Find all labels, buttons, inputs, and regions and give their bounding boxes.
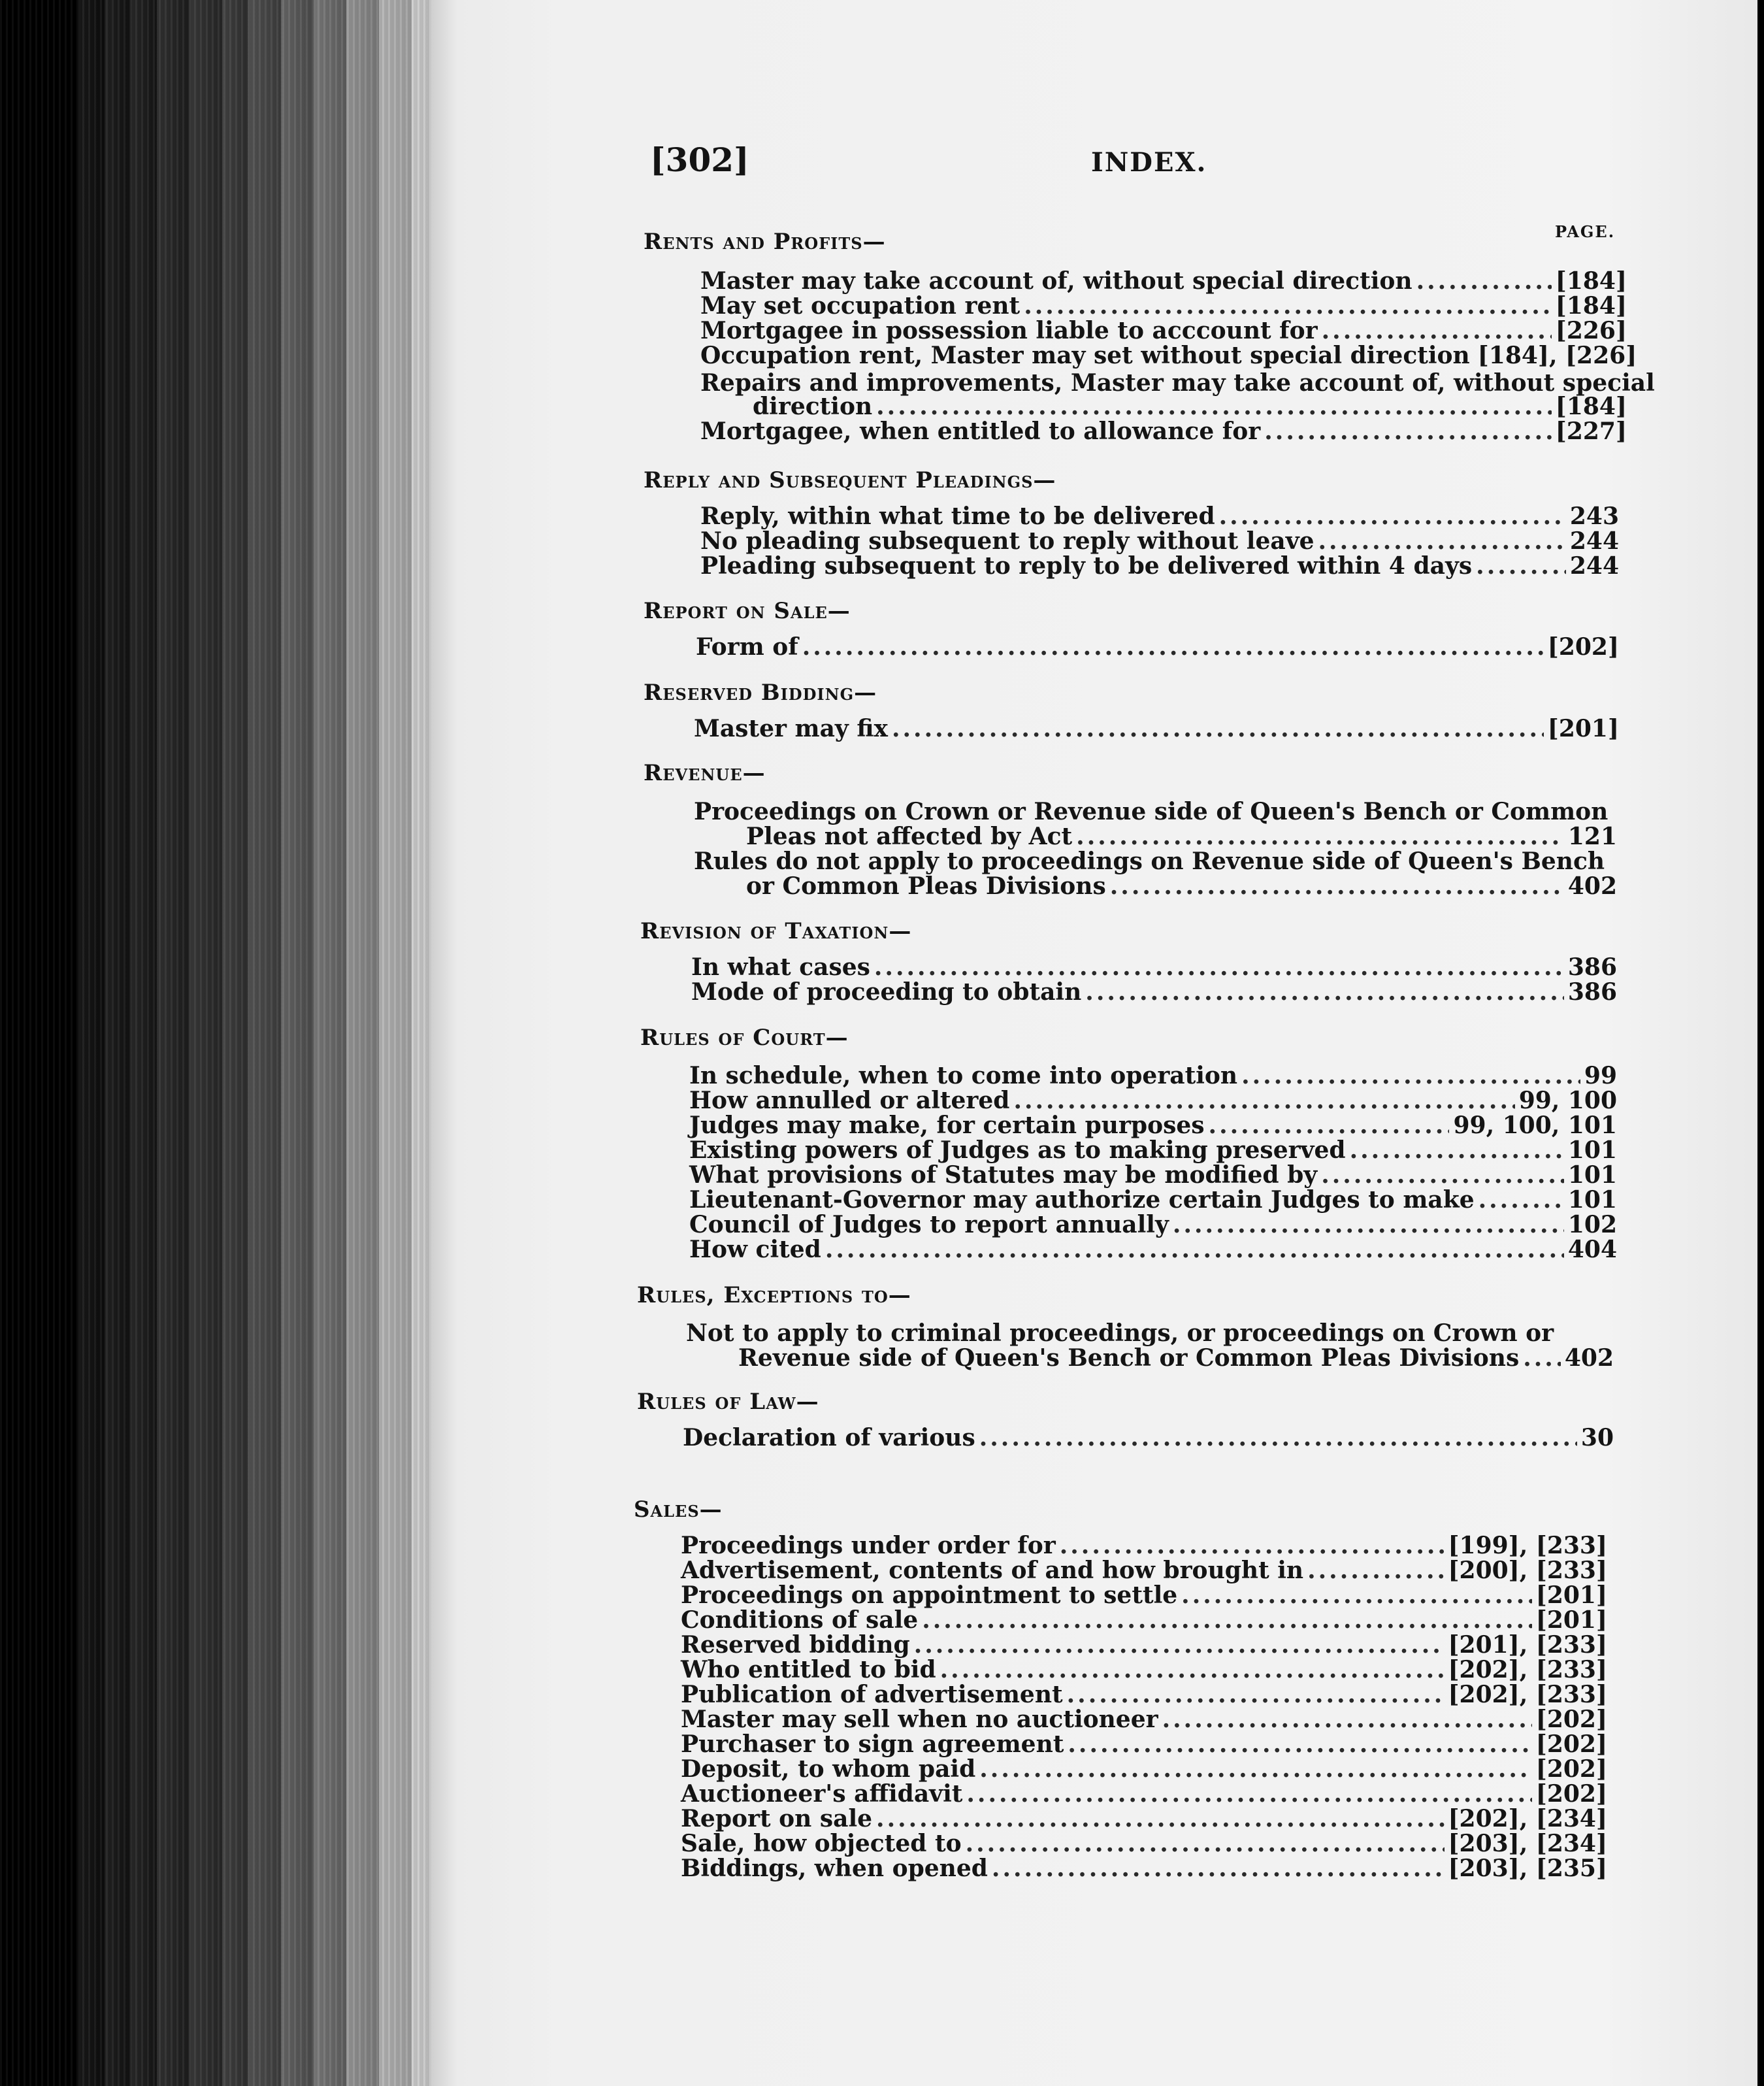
entry-text: In what cases — [691, 953, 870, 981]
entry-page-ref: 404 — [1567, 1236, 1617, 1263]
entry-text: Biddings, when opened — [681, 1855, 988, 1882]
entry-page-ref: [202], [233] — [1448, 1681, 1607, 1708]
index-entry — [681, 1806, 1607, 1832]
index-entry — [753, 393, 1627, 420]
dot-leader — [940, 1657, 1445, 1683]
entry-page-ref: [201] — [1535, 1581, 1607, 1609]
entry-text: Report on sale — [681, 1805, 873, 1832]
dot-leader — [1264, 418, 1552, 444]
entry-text: Advertisement, contents of and how brought in — [681, 1557, 1304, 1584]
index-entry — [689, 1187, 1617, 1213]
index-entry — [700, 268, 1627, 294]
entry-page-ref: 402 — [1564, 1344, 1614, 1372]
entry-text: Pleas not affected by Act — [746, 823, 1073, 850]
index-entry — [681, 1532, 1607, 1559]
index-entry — [681, 1855, 1607, 1881]
entry-page-ref: [184] — [1555, 267, 1627, 295]
entry-page-ref: [199], [233] — [1448, 1532, 1607, 1559]
entry-page-ref: [201] — [1547, 715, 1619, 742]
entry-text: In schedule, when to come into operation — [689, 1062, 1238, 1089]
index-entry — [681, 1830, 1607, 1857]
index-entry — [681, 1731, 1607, 1757]
index-entry — [689, 1162, 1617, 1188]
entry-page-ref: 102 — [1567, 1211, 1617, 1238]
dot-leader — [1024, 293, 1552, 319]
index-entry — [681, 1706, 1607, 1732]
entry-text: direction — [753, 393, 873, 420]
entry-text: How cited — [689, 1236, 821, 1263]
entry-page-ref: [184], [226] — [1477, 342, 1637, 369]
entry-text: or Common Pleas Divisions — [746, 872, 1106, 900]
dot-leader — [1181, 1582, 1532, 1608]
dot-leader — [1307, 1557, 1444, 1583]
page-column-label: PAGE. — [1555, 222, 1616, 241]
entry-text: Pleading subsequent to reply to be delivered within 4 days — [700, 552, 1473, 580]
entry-page-ref: [202] — [1535, 1755, 1607, 1783]
entry-page-ref: 30 — [1580, 1424, 1614, 1451]
entry-text: May set occupation rent — [700, 292, 1021, 320]
index-entry-line: Not to apply to criminal proceedings, or proceedings on Crown or — [686, 1319, 1554, 1347]
section-heading: Rules of Court— — [640, 1025, 849, 1051]
entry-text: Council of Judges to report annually — [689, 1211, 1169, 1238]
page-title: INDEX. — [1091, 147, 1207, 178]
dot-leader — [874, 954, 1564, 980]
entry-page-ref: 244 — [1569, 527, 1619, 555]
entry-page-ref: 121 — [1567, 823, 1617, 850]
dot-leader — [1416, 268, 1552, 294]
dot-leader — [1321, 1162, 1564, 1188]
entry-page-ref: 386 — [1567, 953, 1617, 981]
entry-text: Judges may make, for certain purposes — [689, 1112, 1205, 1139]
index-entry — [689, 1137, 1617, 1163]
dot-leader — [802, 634, 1544, 660]
section-heading: Rules of Law— — [637, 1389, 819, 1415]
section-heading: Report on Sale— — [644, 598, 851, 624]
entry-text: Deposit, to whom paid — [681, 1755, 976, 1783]
entry-page-ref: 101 — [1567, 1161, 1617, 1189]
index-entry — [700, 528, 1619, 554]
entry-text: What provisions of Statutes may be modified by — [689, 1161, 1318, 1189]
index-entry — [691, 979, 1617, 1005]
dot-leader — [1209, 1112, 1450, 1138]
index-entry — [738, 1345, 1614, 1371]
dot-leader — [966, 1781, 1531, 1807]
entry-page-ref: 402 — [1567, 872, 1617, 900]
index-entry — [746, 823, 1617, 850]
index-entry — [689, 1236, 1617, 1263]
entry-page-ref: [184] — [1555, 292, 1627, 320]
index-entry — [681, 1657, 1607, 1683]
entry-page-ref: [201] — [1535, 1606, 1607, 1634]
dot-leader — [876, 1806, 1444, 1832]
section-heading: Rules, Exceptions to— — [637, 1282, 911, 1308]
entry-page-ref: 101 — [1567, 1186, 1617, 1214]
index-entry — [681, 1632, 1607, 1658]
entry-text: Existing powers of Judges as to making preserved — [689, 1136, 1346, 1164]
entry-text: Declaration of various — [683, 1424, 975, 1451]
entry-page-ref: 99, 100, 101 — [1453, 1112, 1617, 1139]
dot-leader — [1110, 873, 1564, 899]
dot-leader — [1068, 1731, 1531, 1757]
index-entry — [700, 503, 1619, 529]
dot-leader — [914, 1632, 1445, 1658]
index-entry-line: Proceedings on Crown or Revenue side of Queen's Bench or Common — [694, 798, 1609, 825]
entry-text: Lieutenant-Governor may authorize certain Judges to make — [689, 1186, 1475, 1214]
dot-leader — [1350, 1137, 1564, 1163]
dot-leader — [1478, 1187, 1564, 1213]
entry-text: Mode of proceeding to obtain — [691, 978, 1082, 1006]
section-heading: Reserved Bidding— — [644, 680, 877, 706]
entry-text: Publication of advertisement — [681, 1681, 1063, 1708]
entry-page-ref: [202], [234] — [1448, 1805, 1607, 1832]
entry-text: Proceedings under order for — [681, 1532, 1056, 1559]
index-entry — [689, 1212, 1617, 1238]
index-entry — [683, 1425, 1614, 1451]
section-heading: Revenue— — [644, 760, 766, 786]
section-heading: Rents and Profits— — [644, 229, 886, 255]
entry-text: Reply, within what time to be delivered — [700, 503, 1215, 530]
dot-leader — [979, 1425, 1577, 1451]
entry-text: Conditions of sale — [681, 1606, 919, 1634]
dot-leader — [892, 716, 1544, 742]
entry-text: Master may fix — [694, 715, 888, 742]
entry-page-ref: [203], [235] — [1448, 1855, 1607, 1882]
entry-text: Purchaser to sign agreement — [681, 1730, 1064, 1758]
dot-leader — [876, 393, 1552, 420]
entry-text: Master may sell when no auctioneer — [681, 1706, 1158, 1733]
dot-leader — [825, 1236, 1564, 1263]
entry-text: Sale, how objected to — [681, 1830, 962, 1857]
entry-page-ref: 99 — [1584, 1062, 1617, 1089]
section-heading: Reply and Subsequent Pleadings— — [644, 467, 1056, 493]
entry-page-ref: [203], [234] — [1448, 1830, 1607, 1857]
entry-page-ref: [202] — [1547, 633, 1619, 661]
entry-text: Auctioneer's affidavit — [681, 1780, 963, 1808]
index-entry — [700, 418, 1627, 444]
dot-leader — [1060, 1532, 1445, 1559]
index-entry — [700, 553, 1619, 579]
entry-page-ref: [202] — [1535, 1780, 1607, 1808]
entry-text: Proceedings on appointment to settle — [681, 1581, 1178, 1609]
entry-text: Mortgagee in possession liable to acccount for — [700, 317, 1318, 344]
index-entry-line: Rules do not apply to proceedings on Revenue side of Queen's Bench — [694, 848, 1605, 875]
index-entry — [700, 293, 1627, 319]
entry-page-ref: [226] — [1555, 317, 1627, 344]
index-entry — [681, 1781, 1607, 1807]
entry-page-ref: [200], [233] — [1448, 1557, 1607, 1584]
index-entry — [681, 1607, 1607, 1633]
index-entry — [681, 1582, 1607, 1608]
entry-page-ref: [201], [233] — [1448, 1631, 1607, 1659]
dot-leader — [1219, 503, 1566, 529]
dot-leader — [1013, 1087, 1514, 1114]
entry-page-ref: [202] — [1535, 1706, 1607, 1733]
dot-leader — [1322, 318, 1552, 344]
dot-leader — [1523, 1345, 1561, 1371]
entry-page-ref: 386 — [1567, 978, 1617, 1006]
entry-page-ref: 243 — [1569, 503, 1619, 530]
entry-text: Master may take account of, without special direction — [700, 267, 1413, 295]
entry-text: Revenue side of Queen's Bench or Common Pleas Divisions — [738, 1344, 1520, 1372]
index-entry — [694, 716, 1619, 742]
entry-text: No pleading subsequent to reply without leave — [700, 527, 1315, 555]
index-entry — [746, 873, 1617, 899]
dot-leader — [922, 1607, 1532, 1633]
index-entry — [681, 1681, 1607, 1708]
dot-leader — [1476, 553, 1566, 579]
dot-leader — [1085, 979, 1564, 1005]
dot-leader — [1162, 1706, 1532, 1732]
index-entry — [681, 1557, 1607, 1583]
dot-leader — [1318, 528, 1566, 554]
entry-text: Form of — [696, 633, 798, 661]
entry-page-ref: 101 — [1567, 1136, 1617, 1164]
index-entry — [689, 1087, 1617, 1114]
entry-text: Reserved bidding — [681, 1631, 910, 1659]
dot-leader — [1076, 823, 1564, 850]
page-number: [302] — [650, 141, 749, 179]
dot-leader — [992, 1855, 1445, 1881]
entry-text: Occupation rent, Master may set without special direction — [700, 342, 1470, 369]
entry-page-ref: [227] — [1555, 418, 1627, 445]
index-entry — [689, 1112, 1617, 1138]
entry-page-ref: [202] — [1535, 1730, 1607, 1758]
entry-text: Mortgagee, when entitled to allowance for — [700, 418, 1261, 445]
entry-text: Who entitled to bid — [681, 1656, 936, 1683]
index-entry — [700, 318, 1627, 344]
index-entry — [696, 634, 1619, 660]
dot-leader — [966, 1830, 1445, 1857]
dot-leader — [1241, 1063, 1580, 1089]
section-heading: Sales— — [634, 1497, 723, 1523]
index-entry — [700, 342, 1637, 369]
entry-page-ref: [184] — [1555, 393, 1627, 420]
index-entry — [691, 954, 1617, 980]
entry-page-ref: 244 — [1569, 552, 1619, 580]
dot-leader — [1067, 1681, 1445, 1708]
section-heading: Revision of Taxation— — [640, 918, 912, 944]
index-entry — [689, 1063, 1617, 1089]
index-entry-line: Repairs and improvements, Master may take account of, without special — [700, 369, 1655, 397]
entry-page-ref: [202], [233] — [1448, 1656, 1607, 1683]
entry-page-ref: 99, 100 — [1518, 1087, 1617, 1114]
entry-text: How annulled or altered — [689, 1087, 1010, 1114]
dot-leader — [1173, 1212, 1564, 1238]
dot-leader — [979, 1756, 1532, 1782]
index-entry — [681, 1756, 1607, 1782]
